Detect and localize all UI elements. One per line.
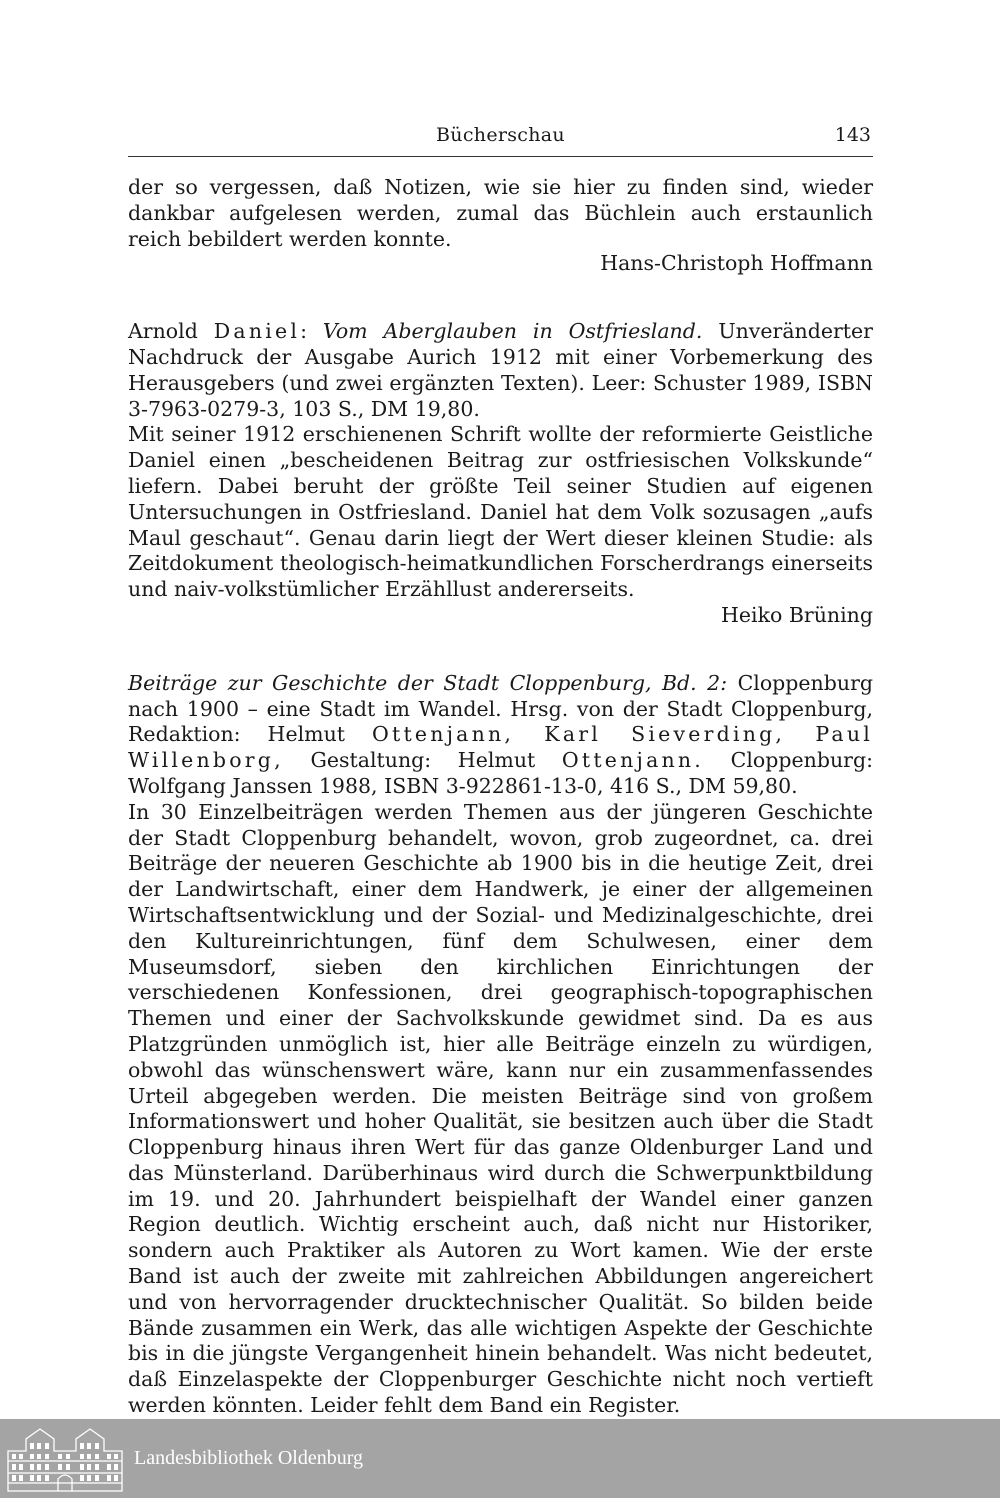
- book-editors: Ottenjann, Karl Sieverding, Paul Willenborg,: [128, 722, 873, 773]
- book-author-first: Arnold: [128, 319, 198, 344]
- book-designer: Ottenjann.: [561, 748, 705, 773]
- reviewer-signature: Hans-Christoph Hoffmann: [600, 251, 873, 276]
- library-footer-bar: [0, 1419, 1000, 1498]
- library-building-icon: [6, 1425, 124, 1493]
- review-continuation: [128, 175, 873, 277]
- page-number: 143: [834, 124, 871, 146]
- bibliographic-entry: [128, 671, 873, 800]
- reviewer-signature: Heiko Brüning: [721, 602, 873, 627]
- book-author-last: Daniel: [213, 319, 301, 344]
- book-title: Vom Aberglauben in Ostfriesland.: [322, 319, 703, 344]
- running-header: [128, 120, 873, 157]
- book-citation: Unveränderter Nachdruck der Ausgabe Aurich 1912 mit einer Vorbemerkung des Herausgebers (und zwei ergänzten Texten). Leer: Schuster 1989, ISBN 3-7963-0279-3, 103 S., DM 19,80.: [128, 319, 873, 421]
- book-title: Beiträge zur Geschichte der Stadt Cloppenburg, Bd. 2:: [128, 670, 728, 695]
- review-body: In 30 Einzelbeiträgen werden Themen aus der jüngeren Geschichte der Stadt Cloppenburg behandelt, wovon, grob zugeordnet, ca. drei Beiträge der neueren Geschichte ab 1900 bis in die heutige Zeit, drei der Landwirtschaft, einer dem Handwerk, je einer der allgemeinen Wirtschaftsentwicklung und der Sozial- und Medizinalgeschichte, drei den Kultureinrichtungen, fünf dem Schulwesen, einer dem Museumsdorf, sieben den kirchlichen Einrichtungen der verschiedenen Konfessionen, drei geographisch-topographischen Themen und einer der Sachvolkskunde gewidmet sind. Da es aus Platzgründen unmöglich ist, hier alle Beiträge einzeln zu würdigen, obwohl das wünschenswert wäre, kann nur ein zusammenfassendes Urteil abgegeben werden. Die meisten Beiträge sind von großem Informationswert und hoher Qualität, sie besitzen auch über die Stadt Cloppenburg hinaus ihren Wert für das ganze Oldenburger Land und das Münsterland. Darüberhinaus wird durch die Schwerpunktbildung im 19. und 20. Jahrhundert beispielhaft der Wandel einer ganzen Region deutlich. Wichtig erscheint auch, daß nicht nur Historiker, sondern auch Praktiker als Autoren zu Wort kamen. Wie der erste Band ist auch der zweite mit zahlreichen Abbildungen angereichert und von hervorragender drucktechnischer Qualität. So bilden beide Bände zusammen ein Werk, das alle wichtigen Aspekte der Geschichte bis in die jüngste Vergangenheit hinein behandelt. Was nicht bedeutet, daß Einzelaspekte der Cloppenburger Geschichte nicht noch vertieft werden könnten. Leider fehlt dem Band ein Register.: [128, 799, 873, 1418]
- review-entry-daniel: [128, 319, 873, 629]
- review-body: Mit seiner 1912 erschienenen Schrift wollte der reformierte Geistliche Daniel einen „bescheidenen Beitrag zur ostfriesischen Volkskunde“ liefern. Dabei beruht der größte Teil seiner Studien auf eigenen Untersuchungen in Ostfriesland. Daniel hat dem Volk sozusagen „aufs Maul geschaut“. Genau darin liegt der Wert dieser kleinen Studie: als Zeitdokument theologisch-heimatkundlichen Forscherdrangs einerseits und naiv-volkstümlicher Erzähllust andererseits.: [128, 422, 873, 602]
- book-citation-part-1: Cloppenburg nach 1900 – eine Stadt im Wandel. Hrsg. von der Stadt Cloppenburg, Redaktion: Helmut: [128, 670, 873, 747]
- page-content: [128, 175, 873, 1445]
- bibliographic-entry: Arnold Daniel: Vom Aberglauben in Ostfriesland. Unveränderter Nachdruck der Ausgabe Aurich 1912 mit einer Vorbemerkung des Herausgebers (und zwei ergänzten Texten). Leer: Schuster 1989, ISBN 3-7963-0279-3, 103 S., DM 19,80.: [128, 319, 873, 421]
- book-citation-part-2: Gestaltung: Helmut: [310, 748, 536, 773]
- book-citation-part-3: Cloppenburg: Wolfgang Janssen 1988, ISBN 3-922861-13-0, 416 S., DM 59,80.: [128, 748, 873, 798]
- review-body-wrapper: [128, 800, 873, 1445]
- library-name: Landesbibliothek Oldenburg: [134, 1447, 364, 1469]
- running-title: Bücherschau: [436, 124, 565, 146]
- review-body: der so vergessen, daß Notizen, wie sie hier zu finden sind, wieder dankbar aufgelesen werden, zumal das Büchlein auch erstaunlich reich bebildert werden konnte.: [128, 175, 873, 251]
- review-entry-cloppenburg: [128, 671, 873, 1445]
